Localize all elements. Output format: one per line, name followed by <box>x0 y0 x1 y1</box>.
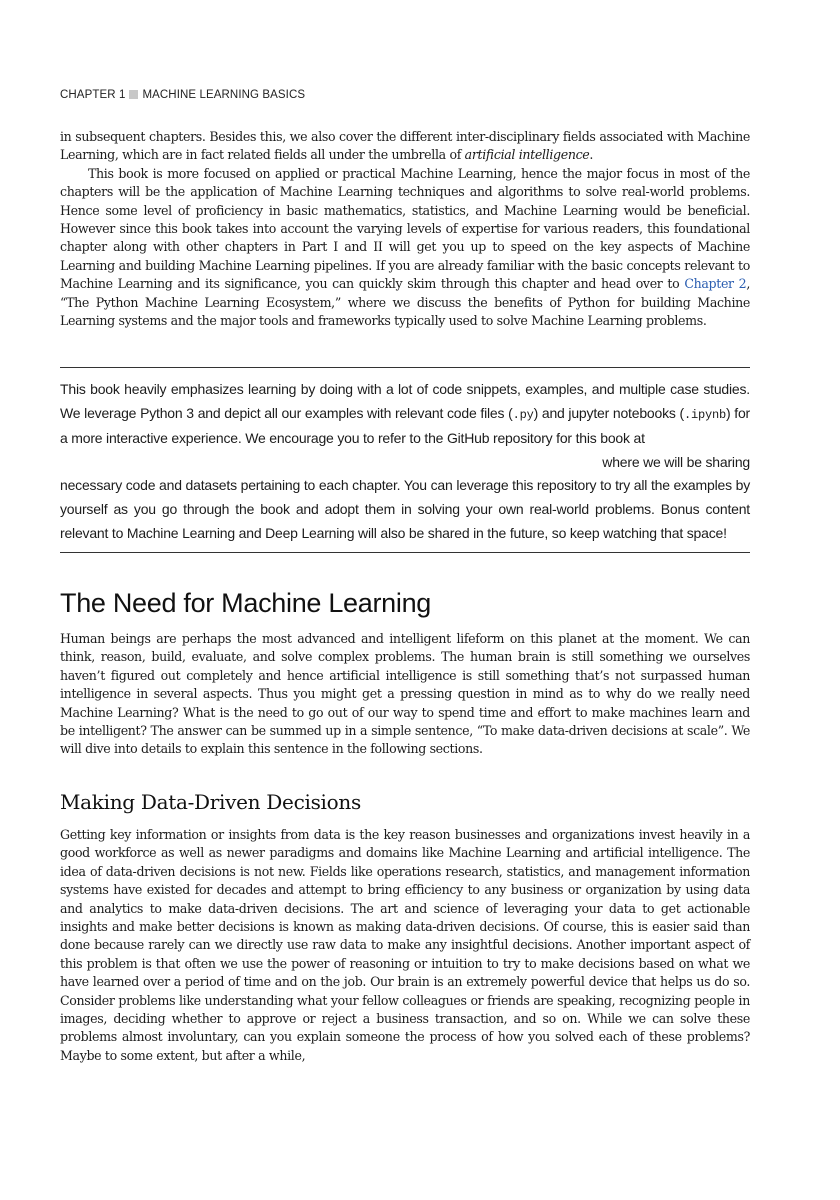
intro-p1-end: . <box>589 147 594 163</box>
note-top-rule <box>60 367 750 368</box>
code-py: .py <box>512 407 534 422</box>
need-paragraph: Human beings are perhaps the most advanced and intelligent lifeform on this planet at the moment. We can think, reason, build, evaluate, and solve complex problems. The human brain is still something we ourselves haven’t figured out completely and hence artificial intelligence is still something that’s not surpassed human intelligence in several aspects. Thus you might get a pressing question in mind as to why do we really need Machine Learning? What is the need to go out of our way to spend time and effort to make machines learn and be intelligent? The answer can be summed up in a simple sentence, “To make data-driven decisions at scale”. We will dive into details to explain this sentence in the following sections. <box>60 631 750 757</box>
intro-p2-text: This book is more focused on applied or practical Machine Learning, hence the major focus in most of the chapters will be the application of Machine Learning techniques and algorithms to solve real-world problems. Hence some level of proficiency in basic mathematics, statistics, and Machine Learning would be beneficial. However since this book takes into account the varying levels of expertise for various readers, this foundational chapter along with other chapters in Part I and II will get you up to speed on the key aspects of Machine Learning and building Machine Learning pipelines. If you are already familiar with the basic concepts relevant to Machine Learning and its significance, you can quickly skim through this chapter and head over to <box>60 165 750 292</box>
subsection-heading-decisions: Making Data-Driven Decisions <box>60 790 361 814</box>
chapter-title: MACHINE LEARNING BASICS <box>142 89 306 101</box>
note-text <box>60 378 750 451</box>
intro-paragraph-1 <box>60 128 750 165</box>
code-ipynb: .ipynb <box>683 407 726 422</box>
note-part-5: necessary code and datasets pertaining to each chapter. You can leverage this repository to try all the examples by yourself as you go through the book and adopt them in solving your own real-world problems. Bonus content relevant to Machine Learning and Deep Learning will also be shared in the future, so keep watching that space! <box>60 477 750 541</box>
note-bottom-rule <box>60 552 750 553</box>
chapter-2-link[interactable]: Chapter 2 <box>684 276 747 292</box>
intro-p1-text: in subsequent chapters. Besides this, we also cover the different inter-disciplinary fields associated with Machine Learning, which are in fact related fields all under the umbrella of <box>60 129 750 163</box>
running-head <box>60 89 305 101</box>
decisions-paragraph: Getting key information or insights from data is the key reason businesses and organizations invest heavily in a good workforce as well as newer paradigms and domains like Machine Learning and artificial intelligence. The idea of data-driven decisions is not new. Fields like operations research, statistics, and management information systems have existed for decades and attempt to bring efficiency to any business or organization by using data and analytics to make data-driven decisions. The art and science of leveraging your data to get actionable insights and make better decisions is known as making data-driven decisions. Of course, this is easier said than done because rarely can we directly use raw data to make any insightful decisions. Another important aspect of this problem is that often we use the power of reasoning or intuition to try to make decisions based on what we have learned over a period of time and on the job. Our brain is an extremely powerful device that helps us do so. Consider problems like understanding what your fellow colleagues or friends are speaking, recognizing people in images, deciding whether to approve or reject a business transaction, and so on. While we can solve these problems almost involuntary, can you explain someone the process of how you solved each of these problems? Maybe to some extent, but after a while, <box>60 827 750 1063</box>
section-heading-need: The Need for Machine Learning <box>60 588 432 618</box>
section-need-body <box>60 630 750 759</box>
note-text-cont <box>60 474 750 545</box>
intro-p2-end: , “The Python Machine Learning Ecosystem,” where we discuss the benefits of Python for building Machine Learning systems and the major tools and frameworks typically used to solve Machine Learning problems. <box>60 276 750 329</box>
intro-paragraph-2 <box>60 165 750 331</box>
note-part-1: This book heavily emphasizes learning by doing with a lot of code snippets, examples, and multiple case studies. We leverage Python 3 and depict all our examples with relevant code files ( <box>60 381 750 421</box>
note-box <box>60 378 750 545</box>
intro-text <box>60 128 750 330</box>
chapter-label: CHAPTER 1 <box>60 89 126 101</box>
emphasis-ai: artificial intelligence <box>464 147 590 163</box>
note-part-2: ) and jupyter notebooks ( <box>533 404 684 421</box>
separator-square-icon <box>129 90 138 99</box>
note-part-4: where we will be sharing <box>602 453 750 470</box>
note-part-3: ) for a more interactive experience. We encourage you to refer to the GitHub repository for this book at <box>60 404 751 447</box>
section-decisions-body <box>60 826 750 1065</box>
note-line-sharing <box>60 451 750 475</box>
